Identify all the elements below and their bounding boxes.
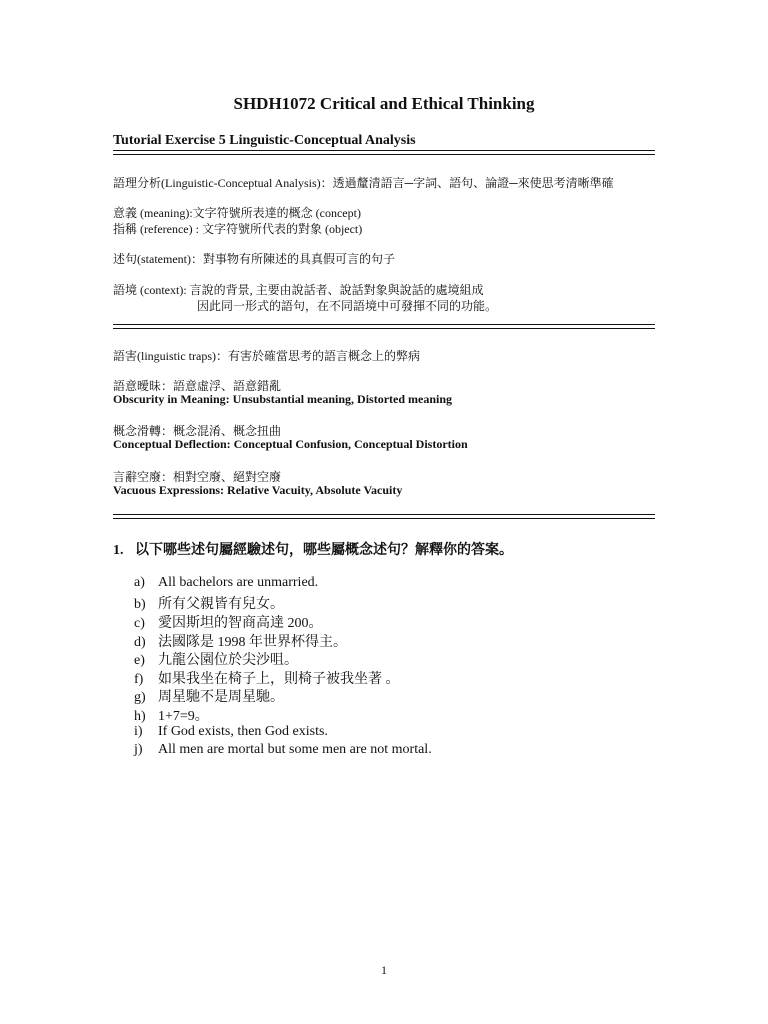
list-item bbox=[134, 612, 323, 632]
statement-definition: 述句(statement)：對事物有所陳述的具真假可言的句子 bbox=[113, 252, 395, 266]
item-text: If God exists, then God exists. bbox=[158, 724, 328, 739]
obscurity-zh: 語意曖昧：語意虛浮、語意錯亂 bbox=[113, 379, 282, 393]
linguistic-traps-intro: 語害(linguistic traps)：有害於確當思考的語言概念上的弊病 bbox=[113, 349, 420, 363]
item-label: f) bbox=[134, 672, 144, 687]
list-item bbox=[134, 686, 284, 706]
lca-definition: 語理分析(Linguistic-Conceptual Analysis)：透過釐清語言─字詞、語句、論證─來使思考清晰準確 bbox=[113, 176, 614, 190]
item-label: c) bbox=[134, 616, 145, 631]
context-definition: 語境 (context): 言說的背景, 主要由說話者、說話對象與說話的處境組成 bbox=[113, 283, 484, 297]
item-text: 九龍公園位於尖沙咀。 bbox=[158, 653, 298, 668]
question-heading bbox=[113, 539, 513, 559]
meaning-definition: 意義 (meaning):文字符號所表達的概念 (concept) bbox=[113, 206, 361, 220]
document-title: SHDH1072 Critical and Ethical Thinking bbox=[233, 94, 535, 113]
item-label: i) bbox=[134, 724, 143, 739]
double-rule-divider bbox=[113, 324, 655, 329]
item-label: d) bbox=[134, 635, 146, 650]
item-label: e) bbox=[134, 653, 145, 668]
vacuous-zh: 言辭空廢：相對空廢、絕對空廢 bbox=[113, 470, 282, 484]
deflection-en: Conceptual Deflection: Conceptual Confusion, Conceptual Distortion bbox=[113, 437, 468, 451]
list-item bbox=[134, 705, 209, 725]
list-item bbox=[134, 724, 328, 740]
list-item bbox=[134, 742, 432, 758]
item-text: 法國隊是 1998 年世界杯得主。 bbox=[158, 635, 347, 650]
list-item bbox=[134, 575, 318, 591]
item-label: g) bbox=[134, 690, 146, 705]
item-text: 所有父親皆有兒女。 bbox=[158, 597, 284, 612]
list-item bbox=[134, 631, 347, 651]
item-text: 1+7=9。 bbox=[158, 709, 209, 724]
deflection-zh: 概念滑轉：概念混淆、概念扭曲 bbox=[113, 424, 282, 438]
list-item bbox=[134, 649, 298, 669]
vacuous-en: Vacuous Expressions: Relative Vacuity, Absolute Vacuity bbox=[113, 483, 403, 497]
context-definition-continued: 因此同一形式的語句，在不同語境中可發揮不同的功能。 bbox=[197, 299, 498, 313]
question-text: 以下哪些述句屬經驗述句，哪些屬概念述句？解釋你的答案。 bbox=[135, 543, 513, 558]
question-number: 1. bbox=[113, 543, 124, 558]
reference-definition: 指稱 (reference) : 文字符號所代表的對象 (object) bbox=[113, 222, 363, 236]
item-label: b) bbox=[134, 597, 146, 612]
page-number: 1 bbox=[381, 963, 387, 977]
item-text: All men are mortal but some men are not mortal. bbox=[158, 742, 432, 757]
double-rule-divider bbox=[113, 514, 655, 519]
exercise-subtitle: Tutorial Exercise 5 Linguistic-Conceptual Analysis bbox=[113, 133, 416, 148]
item-text: 周星馳不是周星馳。 bbox=[158, 690, 284, 705]
item-label: j) bbox=[134, 742, 143, 757]
item-text: 愛因斯坦的智商高達 200。 bbox=[158, 616, 323, 631]
double-rule-divider bbox=[113, 150, 655, 155]
item-text: 如果我坐在椅子上，則椅子被我坐著 。 bbox=[158, 672, 400, 687]
obscurity-en: Obscurity in Meaning: Unsubstantial meaning, Distorted meaning bbox=[113, 392, 453, 406]
item-text: All bachelors are unmarried. bbox=[158, 575, 319, 590]
list-item bbox=[134, 593, 284, 613]
item-label: h) bbox=[134, 709, 146, 724]
list-item bbox=[134, 668, 400, 688]
item-label: a) bbox=[134, 575, 145, 590]
